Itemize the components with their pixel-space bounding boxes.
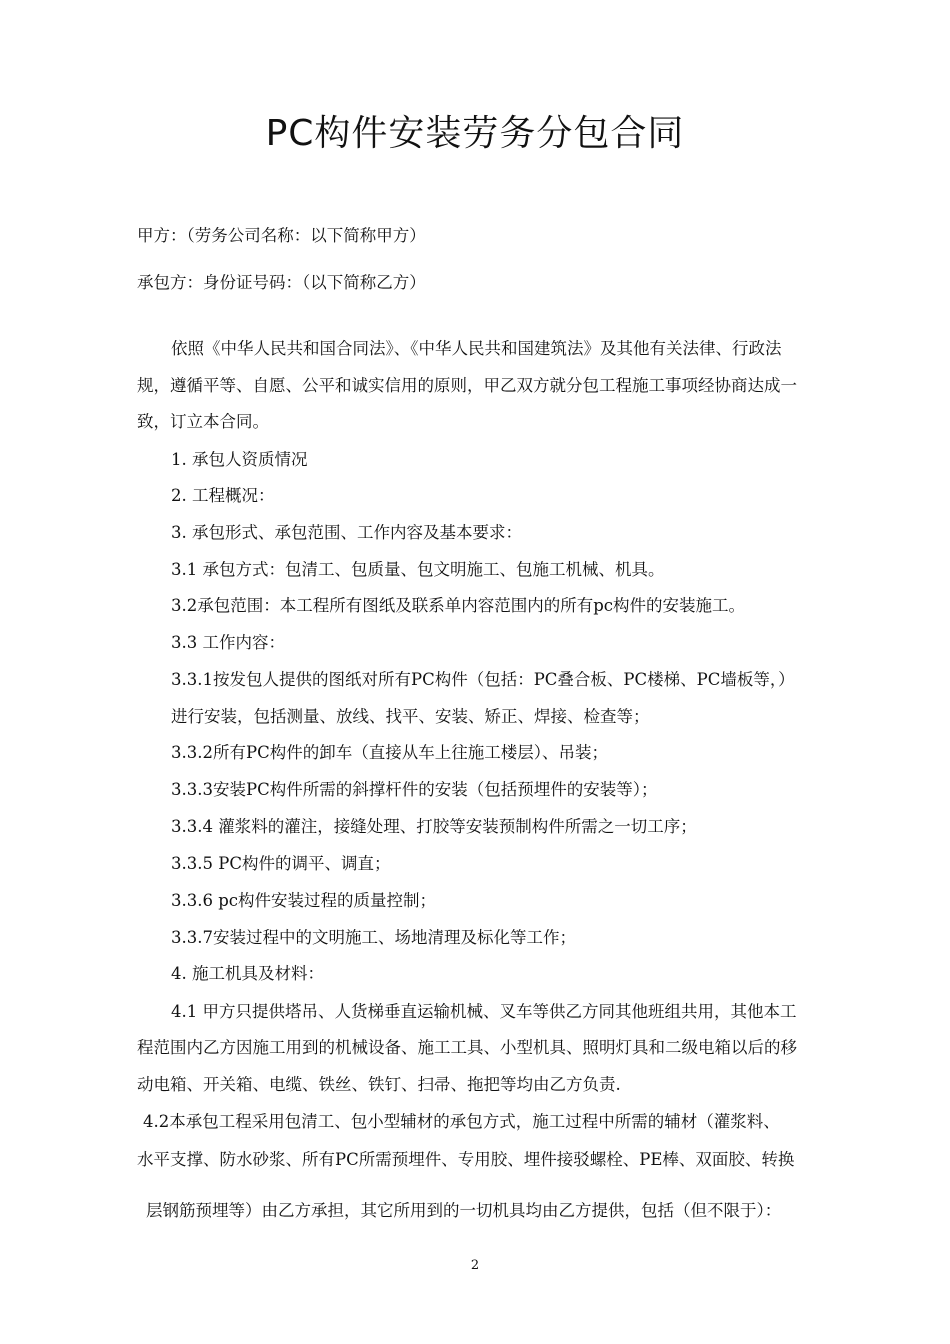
clause-4-2-line: 水平支撑、防水砂浆、所有PC所需预埋件、专用胶、埋件接驳螺栓、PE棒、双面胶、转换 [137, 1150, 795, 1169]
preamble-line: 依照《中华人民共和国合同法》、《中华人民共和国建筑法》及其他有关法律、行政法 [171, 339, 782, 358]
clause-line: 3.1 承包方式：包清工、包质量、包文明施工、包施工机械、机具。 [171, 560, 665, 579]
clause-line: 1. 承包人资质情况 [171, 450, 308, 469]
clause-4-2-line: 4.2本承包工程采用包清工、包小型辅材的承包方式，施工过程中所需的辅材（灌浆料、 [143, 1112, 780, 1131]
clause-line: 3.2承包范围：本工程所有图纸及联系单内容范围内的所有pc构件的安装施工。 [171, 596, 746, 615]
clause-line: 3.3.7安装过程中的文明施工、场地清理及标化等工作； [171, 928, 576, 947]
clause-line: 3. 承包形式、承包范围、工作内容及基本要求： [171, 523, 522, 542]
clause-line: 3.3.1按发包人提供的图纸对所有PC构件（包括：PC叠合板、PC楼梯、PC墙板等，） [171, 670, 795, 689]
clause-line: 3.3.6 pc构件安装过程的质量控制； [171, 891, 437, 910]
page-number: 2 [470, 1258, 480, 1273]
clause-line: 3.3.3安装PC构件所需的斜撑杆件的安装（包括预埋件的安装等）； [171, 780, 658, 799]
clause-4-1-line: 程范围内乙方因施工用到的机械设备、施工工具、小型机具、照明灯具和二级电箱以后的移 [137, 1038, 797, 1057]
preamble-line: 致，订立本合同。 [137, 412, 269, 431]
clause-4-1-line: 4.1 甲方只提供塔吊、人货梯垂直运输机械、叉车等供乙方同其他班组共用，其他本工 [171, 1002, 797, 1021]
clause-line: 3.3.4 灌浆料的灌注，接缝处理、打胶等安装预制构件所需之一切工序； [171, 817, 697, 836]
clause-line: 进行安装，包括测量、放线、找平、安装、矫正、焊接、检查等； [171, 707, 650, 726]
preamble-line: 规，遵循平等、自愿、公平和诚实信用的原则，甲乙双方就分包工程施工事项经协商达成一 [137, 376, 797, 395]
party-a-line: 甲方：（劳务公司名称：以下简称甲方） [137, 226, 426, 245]
clause-line: 3.3 工作内容： [171, 633, 285, 652]
clause-line: 3.3.5 PC构件的调平、调直； [171, 854, 391, 873]
clause-4-1-line: 动电箱、开关箱、电缆、铁丝、铁钉、扫帚、拖把等均由乙方负责. [137, 1075, 621, 1094]
clause-4-2-line: 层钢筋预埋等）由乙方承担，其它所用到的一切机具均由乙方提供，包括（但不限于）： [146, 1201, 782, 1220]
party-b-line: 承包方：身份证号码：（以下简称乙方） [137, 273, 426, 292]
clause-line: 2. 工程概况： [171, 486, 275, 505]
clause-line: 4. 施工机具及材料： [171, 964, 324, 983]
page-title: PC构件安装劳务分包合同 [265, 113, 685, 154]
clause-line: 3.3.2所有PC构件的卸车（直接从车上往施工楼层）、吊装； [171, 743, 608, 762]
